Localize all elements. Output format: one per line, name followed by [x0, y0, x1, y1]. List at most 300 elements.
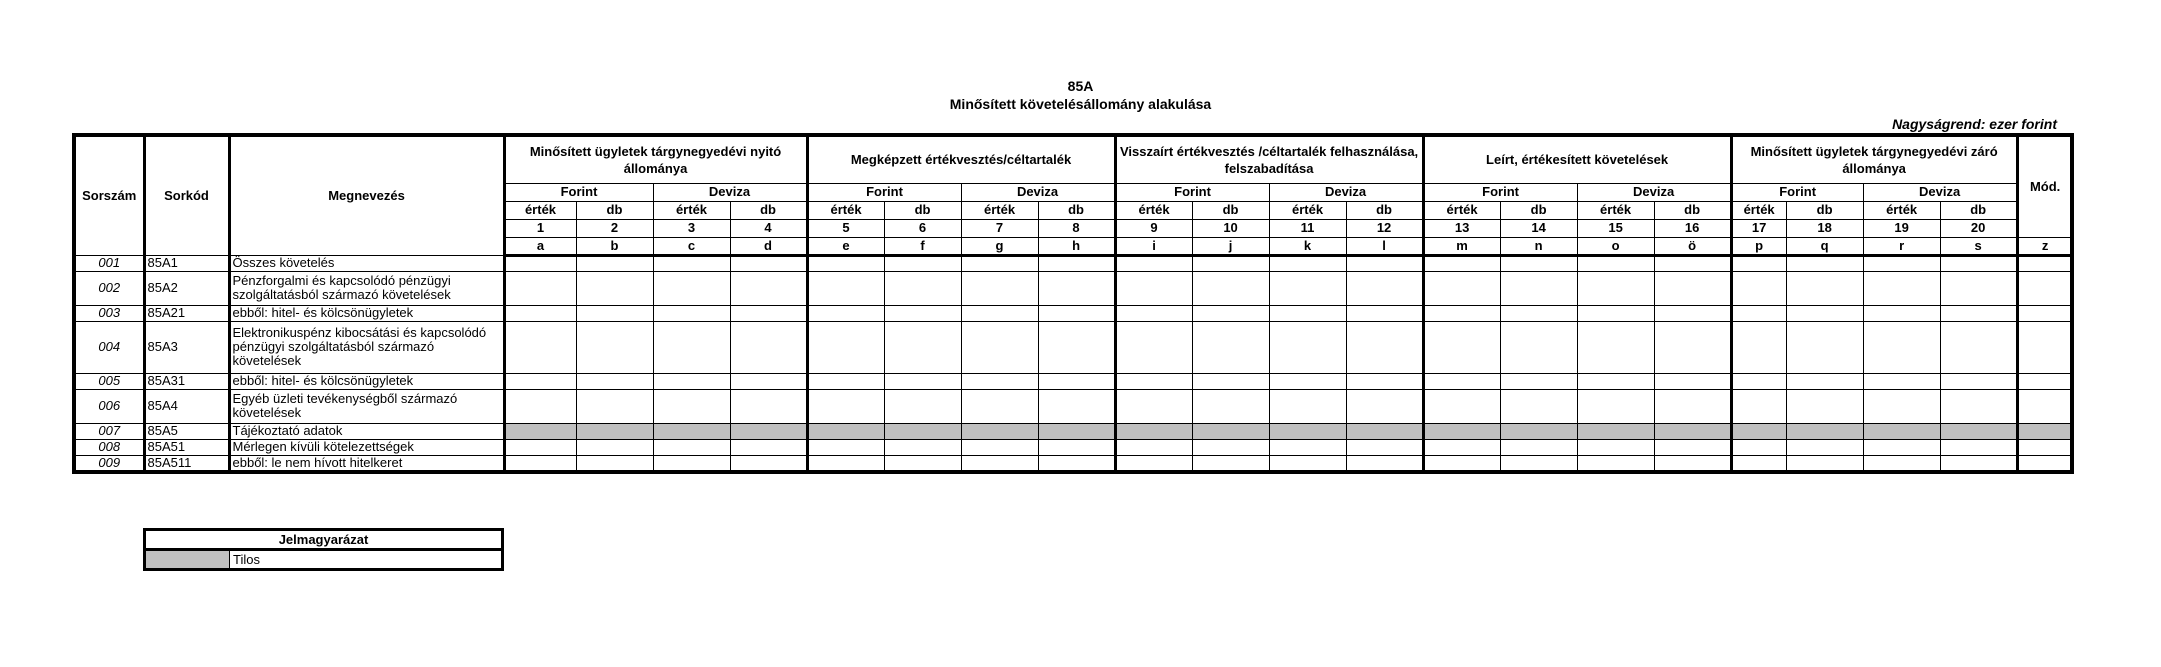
data-cell[interactable]	[653, 389, 730, 423]
data-cell[interactable]	[1192, 305, 1269, 321]
header-db: db	[730, 201, 807, 219]
data-cell[interactable]	[884, 305, 961, 321]
data-cell[interactable]	[653, 439, 730, 455]
row-number: 005	[74, 373, 144, 389]
form-title: Minősített követelésállomány alakulása	[949, 96, 1212, 112]
col-letter: z	[2017, 237, 2072, 255]
col-letter: h	[1038, 237, 1115, 255]
data-cell[interactable]	[1192, 389, 1269, 423]
col-number: 16	[1654, 219, 1731, 237]
col-letter: i	[1115, 237, 1192, 255]
data-cell[interactable]	[884, 389, 961, 423]
data-cell[interactable]	[1731, 389, 1786, 423]
col-number: 13	[1423, 219, 1500, 237]
row-number: 008	[74, 439, 144, 455]
table-row	[74, 389, 2072, 423]
data-cell	[576, 423, 653, 439]
data-cell	[1115, 423, 1192, 439]
data-cell[interactable]	[576, 389, 653, 423]
header-deviza: Deviza	[1863, 183, 2017, 201]
header-ertek: érték	[1115, 201, 1192, 219]
data-cell[interactable]	[653, 305, 730, 321]
data-cell[interactable]	[1786, 373, 1863, 389]
row-label: ebből: hitel- és kölcsönügyletek	[229, 373, 504, 389]
data-cell[interactable]	[730, 271, 807, 305]
data-cell	[1269, 423, 1346, 439]
data-cell[interactable]	[1863, 271, 1940, 305]
row-code: 85A1	[144, 255, 229, 271]
col-number: 20	[1940, 219, 2017, 237]
data-cell[interactable]	[730, 455, 807, 472]
col-number: 2	[576, 219, 653, 237]
data-cell	[1038, 423, 1115, 439]
data-cell[interactable]	[2017, 389, 2072, 423]
data-cell[interactable]	[961, 389, 1038, 423]
row-label: ebből: hitel- és kölcsönügyletek	[229, 305, 504, 321]
header-group-opening: Minősített ügyletek tárgynegyedévi nyitó állománya	[504, 135, 807, 183]
data-cell[interactable]	[807, 389, 884, 423]
data-cell[interactable]	[1192, 255, 1269, 271]
data-cell[interactable]	[1500, 305, 1577, 321]
row-label: Összes követelés	[229, 255, 504, 271]
data-cell[interactable]	[1731, 321, 1786, 373]
data-cell[interactable]	[1863, 321, 1940, 373]
row-code: 85A5	[144, 423, 229, 439]
data-cell[interactable]	[1423, 271, 1500, 305]
data-cell[interactable]	[504, 373, 576, 389]
data-cell[interactable]	[1940, 455, 2017, 472]
data-cell	[653, 423, 730, 439]
data-cell[interactable]	[1577, 321, 1654, 373]
header-megnevezes: Megnevezés	[229, 135, 504, 255]
data-cell[interactable]	[1038, 321, 1115, 373]
col-letter: p	[1731, 237, 1786, 255]
col-number: 1	[504, 219, 576, 237]
form-code: 85A	[1067, 78, 1094, 94]
header-db: db	[576, 201, 653, 219]
data-cell[interactable]	[1500, 389, 1577, 423]
data-cell[interactable]	[1940, 389, 2017, 423]
data-cell[interactable]	[807, 255, 884, 271]
data-cell[interactable]	[1577, 271, 1654, 305]
data-cell[interactable]	[504, 389, 576, 423]
data-cell[interactable]	[1940, 305, 2017, 321]
col-letter: g	[961, 237, 1038, 255]
data-cell[interactable]	[1423, 373, 1500, 389]
data-cell[interactable]	[961, 321, 1038, 373]
data-cell[interactable]	[1346, 255, 1423, 271]
data-cell[interactable]	[504, 321, 576, 373]
data-cell[interactable]	[576, 373, 653, 389]
data-cell[interactable]	[2017, 321, 2072, 373]
data-cell[interactable]	[1115, 321, 1192, 373]
data-cell[interactable]	[1940, 439, 2017, 455]
col-number: 19	[1863, 219, 1940, 237]
data-cell[interactable]	[1577, 455, 1654, 472]
data-cell	[961, 423, 1038, 439]
data-cell[interactable]	[653, 455, 730, 472]
legend-title: Jelmagyarázat	[145, 530, 503, 550]
data-cell[interactable]	[1346, 373, 1423, 389]
data-cell[interactable]	[807, 271, 884, 305]
data-cell[interactable]	[1654, 455, 1731, 472]
col-number: 4	[730, 219, 807, 237]
row-code: 85A4	[144, 389, 229, 423]
data-cell[interactable]	[2017, 455, 2072, 472]
data-cell[interactable]	[730, 389, 807, 423]
data-cell[interactable]	[1940, 271, 2017, 305]
data-cell[interactable]	[1423, 305, 1500, 321]
data-cell[interactable]	[1654, 439, 1731, 455]
header-ertek: érték	[961, 201, 1038, 219]
data-cell[interactable]	[1863, 305, 1940, 321]
data-cell[interactable]	[504, 305, 576, 321]
data-cell[interactable]	[1500, 271, 1577, 305]
data-cell[interactable]	[1423, 455, 1500, 472]
data-cell[interactable]	[1038, 255, 1115, 271]
data-cell[interactable]	[961, 305, 1038, 321]
data-cell[interactable]	[1346, 321, 1423, 373]
header-forint: Forint	[1423, 183, 1577, 201]
data-cell	[1863, 423, 1940, 439]
header-forint: Forint	[504, 183, 653, 201]
data-cell[interactable]	[1269, 439, 1346, 455]
data-cell[interactable]	[1940, 255, 2017, 271]
data-cell[interactable]	[1786, 271, 1863, 305]
col-number: 18	[1786, 219, 1863, 237]
table-row	[74, 455, 2072, 472]
data-cell[interactable]	[1731, 373, 1786, 389]
data-cell[interactable]	[1863, 373, 1940, 389]
data-cell[interactable]	[1577, 389, 1654, 423]
data-cell[interactable]	[1654, 389, 1731, 423]
col-number: 9	[1115, 219, 1192, 237]
data-cell[interactable]	[961, 373, 1038, 389]
header-sorszam: Sorszám	[74, 135, 144, 255]
col-letter: r	[1863, 237, 1940, 255]
header-ertek: érték	[1863, 201, 1940, 219]
data-cell[interactable]	[653, 255, 730, 271]
data-table	[72, 133, 2074, 474]
data-cell[interactable]	[1786, 455, 1863, 472]
header-db: db	[1192, 201, 1269, 219]
data-cell[interactable]	[1500, 439, 1577, 455]
col-letter: q	[1786, 237, 1863, 255]
data-cell[interactable]	[961, 455, 1038, 472]
data-cell[interactable]	[1269, 305, 1346, 321]
data-cell[interactable]	[1269, 255, 1346, 271]
data-cell[interactable]	[1269, 455, 1346, 472]
col-letter: f	[884, 237, 961, 255]
col-letter: e	[807, 237, 884, 255]
data-cell[interactable]	[1115, 271, 1192, 305]
data-cell[interactable]	[884, 321, 961, 373]
col-letter: c	[653, 237, 730, 255]
data-cell[interactable]	[504, 439, 576, 455]
data-cell[interactable]	[1786, 321, 1863, 373]
data-cell[interactable]	[730, 373, 807, 389]
data-cell[interactable]	[1654, 271, 1731, 305]
row-number: 006	[74, 389, 144, 423]
legend	[143, 528, 504, 571]
table-row	[74, 439, 2072, 455]
header-ertek: érték	[1269, 201, 1346, 219]
header-ertek: érték	[1731, 201, 1786, 219]
col-number: 10	[1192, 219, 1269, 237]
data-cell	[1940, 423, 2017, 439]
table-row	[74, 423, 2072, 439]
row-code: 85A2	[144, 271, 229, 305]
row-label: ebből: le nem hívott hitelkeret	[229, 455, 504, 472]
data-cell[interactable]	[1423, 389, 1500, 423]
data-cell[interactable]	[504, 271, 576, 305]
data-cell[interactable]	[2017, 271, 2072, 305]
data-cell[interactable]	[961, 439, 1038, 455]
data-cell[interactable]	[576, 305, 653, 321]
data-cell[interactable]	[1115, 389, 1192, 423]
header-forint: Forint	[807, 183, 961, 201]
header-db: db	[1346, 201, 1423, 219]
data-cell[interactable]	[1863, 455, 1940, 472]
data-cell	[884, 423, 961, 439]
data-cell[interactable]	[1423, 255, 1500, 271]
header-ertek: érték	[1577, 201, 1654, 219]
data-cell[interactable]	[1731, 271, 1786, 305]
row-number: 001	[74, 255, 144, 271]
data-cell[interactable]	[961, 255, 1038, 271]
table-row	[74, 271, 2072, 305]
data-cell[interactable]	[1500, 321, 1577, 373]
data-cell[interactable]	[807, 305, 884, 321]
data-cell[interactable]	[1423, 439, 1500, 455]
data-cell[interactable]	[504, 255, 576, 271]
data-cell[interactable]	[1654, 255, 1731, 271]
row-number: 009	[74, 455, 144, 472]
table-row	[74, 321, 2072, 373]
col-number: 8	[1038, 219, 1115, 237]
legend-label: Tilos	[230, 550, 503, 570]
data-cell[interactable]	[2017, 373, 2072, 389]
header-group-impairment: Megképzett értékvesztés/céltartalék	[807, 135, 1115, 183]
data-cell[interactable]	[576, 439, 653, 455]
header-group-closing: Minősített ügyletek tárgynegyedévi záró állománya	[1731, 135, 2017, 183]
data-cell[interactable]	[807, 321, 884, 373]
col-number: 14	[1500, 219, 1577, 237]
col-number: 12	[1346, 219, 1423, 237]
col-letter: n	[1500, 237, 1577, 255]
data-cell[interactable]	[1654, 321, 1731, 373]
data-cell[interactable]	[2017, 255, 2072, 271]
table-row	[74, 305, 2072, 321]
data-cell[interactable]	[2017, 305, 2072, 321]
col-number: 7	[961, 219, 1038, 237]
data-cell	[2017, 423, 2072, 439]
header-forint: Forint	[1731, 183, 1863, 201]
data-cell[interactable]	[807, 373, 884, 389]
data-cell[interactable]	[576, 271, 653, 305]
data-cell[interactable]	[807, 455, 884, 472]
row-number: 003	[74, 305, 144, 321]
data-cell[interactable]	[1038, 373, 1115, 389]
data-cell[interactable]	[1863, 389, 1940, 423]
row-label: Elektronikuspénz kibocsátási és kapcsolódó pénzügyi szolgáltatásból származó követelések	[229, 321, 504, 373]
data-cell[interactable]	[1731, 305, 1786, 321]
header-db: db	[1038, 201, 1115, 219]
data-cell[interactable]	[1786, 389, 1863, 423]
data-cell[interactable]	[1500, 455, 1577, 472]
header-group-writeoff: Leírt, értékesített követelések	[1423, 135, 1731, 183]
data-cell[interactable]	[576, 255, 653, 271]
data-cell[interactable]	[1038, 305, 1115, 321]
header-ertek: érték	[653, 201, 730, 219]
data-cell	[1577, 423, 1654, 439]
data-cell[interactable]	[1577, 439, 1654, 455]
data-cell[interactable]	[1038, 455, 1115, 472]
col-letter: k	[1269, 237, 1346, 255]
data-cell	[1731, 423, 1786, 439]
col-number: 15	[1577, 219, 1654, 237]
row-label: Egyéb üzleti tevékenységből származó követelések	[229, 389, 504, 423]
row-number: 007	[74, 423, 144, 439]
data-cell[interactable]	[1346, 389, 1423, 423]
data-cell[interactable]	[1038, 389, 1115, 423]
data-cell[interactable]	[1577, 255, 1654, 271]
header-db: db	[1940, 201, 2017, 219]
data-cell[interactable]	[1038, 439, 1115, 455]
data-cell[interactable]	[1038, 271, 1115, 305]
data-cell[interactable]	[1940, 373, 2017, 389]
row-code: 85A21	[144, 305, 229, 321]
data-cell[interactable]	[1269, 271, 1346, 305]
data-cell[interactable]	[1786, 439, 1863, 455]
data-cell[interactable]	[1731, 255, 1786, 271]
header-forint: Forint	[1115, 183, 1269, 201]
header-db: db	[884, 201, 961, 219]
data-cell[interactable]	[1346, 455, 1423, 472]
data-cell[interactable]	[1192, 439, 1269, 455]
unit-label: Nagyságrend: ezer forint	[1892, 116, 2057, 132]
data-cell[interactable]	[884, 373, 961, 389]
col-letter: ö	[1654, 237, 1731, 255]
col-number: 5	[807, 219, 884, 237]
data-cell[interactable]	[1500, 255, 1577, 271]
data-cell[interactable]	[1577, 373, 1654, 389]
col-letter: m	[1423, 237, 1500, 255]
data-cell[interactable]	[504, 455, 576, 472]
data-cell[interactable]	[1423, 321, 1500, 373]
data-cell[interactable]	[1115, 255, 1192, 271]
data-cell[interactable]	[884, 271, 961, 305]
data-cell[interactable]	[1346, 271, 1423, 305]
data-cell	[1192, 423, 1269, 439]
data-cell[interactable]	[1269, 321, 1346, 373]
row-code: 85A51	[144, 439, 229, 455]
col-letter: d	[730, 237, 807, 255]
legend-swatch-gray	[145, 550, 230, 570]
data-cell[interactable]	[1269, 373, 1346, 389]
data-cell[interactable]	[730, 305, 807, 321]
header-db: db	[1500, 201, 1577, 219]
data-cell[interactable]	[1654, 305, 1731, 321]
row-code: 85A511	[144, 455, 229, 472]
data-cell[interactable]	[1115, 305, 1192, 321]
row-label: Tájékoztató adatok	[229, 423, 504, 439]
data-cell[interactable]	[653, 271, 730, 305]
data-cell[interactable]	[1269, 389, 1346, 423]
col-letter: l	[1346, 237, 1423, 255]
data-cell	[1423, 423, 1500, 439]
row-number: 004	[74, 321, 144, 373]
data-cell[interactable]	[1654, 373, 1731, 389]
data-cell	[1654, 423, 1731, 439]
data-cell[interactable]	[653, 321, 730, 373]
data-cell[interactable]	[1731, 439, 1786, 455]
data-cell[interactable]	[1500, 373, 1577, 389]
header-deviza: Deviza	[1269, 183, 1423, 201]
data-cell[interactable]	[1115, 439, 1192, 455]
col-letter: o	[1577, 237, 1654, 255]
data-cell[interactable]	[730, 255, 807, 271]
data-cell[interactable]	[1192, 321, 1269, 373]
data-cell[interactable]	[1192, 271, 1269, 305]
data-cell[interactable]	[1115, 373, 1192, 389]
col-letter: s	[1940, 237, 2017, 255]
data-cell[interactable]	[1192, 455, 1269, 472]
header-group-reversal: Visszaírt értékvesztés /céltartalék felhasználása, felszabadítása	[1115, 135, 1423, 183]
data-cell[interactable]	[653, 373, 730, 389]
data-cell[interactable]	[1577, 305, 1654, 321]
col-number: 3	[653, 219, 730, 237]
data-cell[interactable]	[1940, 321, 2017, 373]
col-letter: a	[504, 237, 576, 255]
header-ertek: érték	[1423, 201, 1500, 219]
data-cell[interactable]	[884, 255, 961, 271]
data-cell[interactable]	[961, 271, 1038, 305]
data-cell[interactable]	[1346, 439, 1423, 455]
header-db: db	[1786, 201, 1863, 219]
data-cell[interactable]	[1731, 455, 1786, 472]
data-cell[interactable]	[1786, 255, 1863, 271]
data-cell[interactable]	[1786, 305, 1863, 321]
data-cell	[1786, 423, 1863, 439]
col-number: 6	[884, 219, 961, 237]
data-cell[interactable]	[884, 439, 961, 455]
data-cell[interactable]	[1346, 305, 1423, 321]
row-label: Mérlegen kívüli kötelezettségek	[229, 439, 504, 455]
data-cell[interactable]	[1863, 439, 1940, 455]
data-cell[interactable]	[576, 455, 653, 472]
header-db: db	[1654, 201, 1731, 219]
table-row	[74, 255, 2072, 271]
header-deviza: Deviza	[653, 183, 807, 201]
data-cell[interactable]	[730, 321, 807, 373]
data-cell[interactable]	[2017, 439, 2072, 455]
data-cell[interactable]	[576, 321, 653, 373]
data-cell[interactable]	[1192, 373, 1269, 389]
header-ertek: érték	[504, 201, 576, 219]
data-cell[interactable]	[807, 439, 884, 455]
data-cell[interactable]	[1115, 455, 1192, 472]
col-letter: j	[1192, 237, 1269, 255]
col-number: 11	[1269, 219, 1346, 237]
row-code: 85A3	[144, 321, 229, 373]
data-cell[interactable]	[730, 439, 807, 455]
header-mod: Mód.	[2017, 135, 2072, 237]
row-label: Pénzforgalmi és kapcsolódó pénzügyi szolgáltatásból származó követelések	[229, 271, 504, 305]
data-cell[interactable]	[884, 455, 961, 472]
col-letter: b	[576, 237, 653, 255]
data-cell[interactable]	[1863, 255, 1940, 271]
